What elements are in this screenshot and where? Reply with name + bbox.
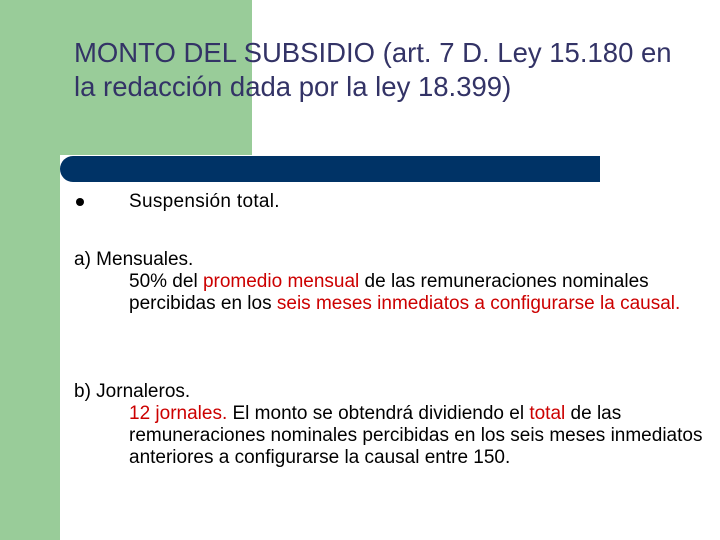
title-divider-bar xyxy=(60,156,600,182)
slide-title: MONTO DEL SUBSIDIO (art. 7 D. Ley 15.180 en la redacción dada por la ley 18.399) xyxy=(74,37,672,102)
highlighted-text: total xyxy=(529,403,566,424)
highlighted-text: seis meses inmediatos a configurarse la causal. xyxy=(276,293,681,314)
section-heading: a) Mensuales. xyxy=(74,249,194,270)
section-mensuales xyxy=(74,249,704,315)
bullet-dot-icon xyxy=(76,198,84,206)
bullet-text: Suspensión total. xyxy=(129,191,280,212)
body-text: El monto se obtendrá dividiendo el xyxy=(227,403,530,424)
body-text: 50% del xyxy=(129,271,203,292)
section-body xyxy=(74,403,704,469)
section-body xyxy=(74,271,704,315)
bullet-item xyxy=(74,189,674,215)
highlighted-text: promedio mensual xyxy=(202,271,360,292)
body-text: de las remuneraciones nominales percibidas en los seis meses inmediatos anteriores a configurarse la causal entre 150. xyxy=(129,403,703,468)
highlighted-text: 12 jornales. xyxy=(129,403,228,424)
body-text: de las remuneraciones nominales percibidas en los xyxy=(129,271,649,314)
section-heading: b) Jornaleros. xyxy=(74,381,191,402)
section-jornaleros xyxy=(74,381,704,469)
